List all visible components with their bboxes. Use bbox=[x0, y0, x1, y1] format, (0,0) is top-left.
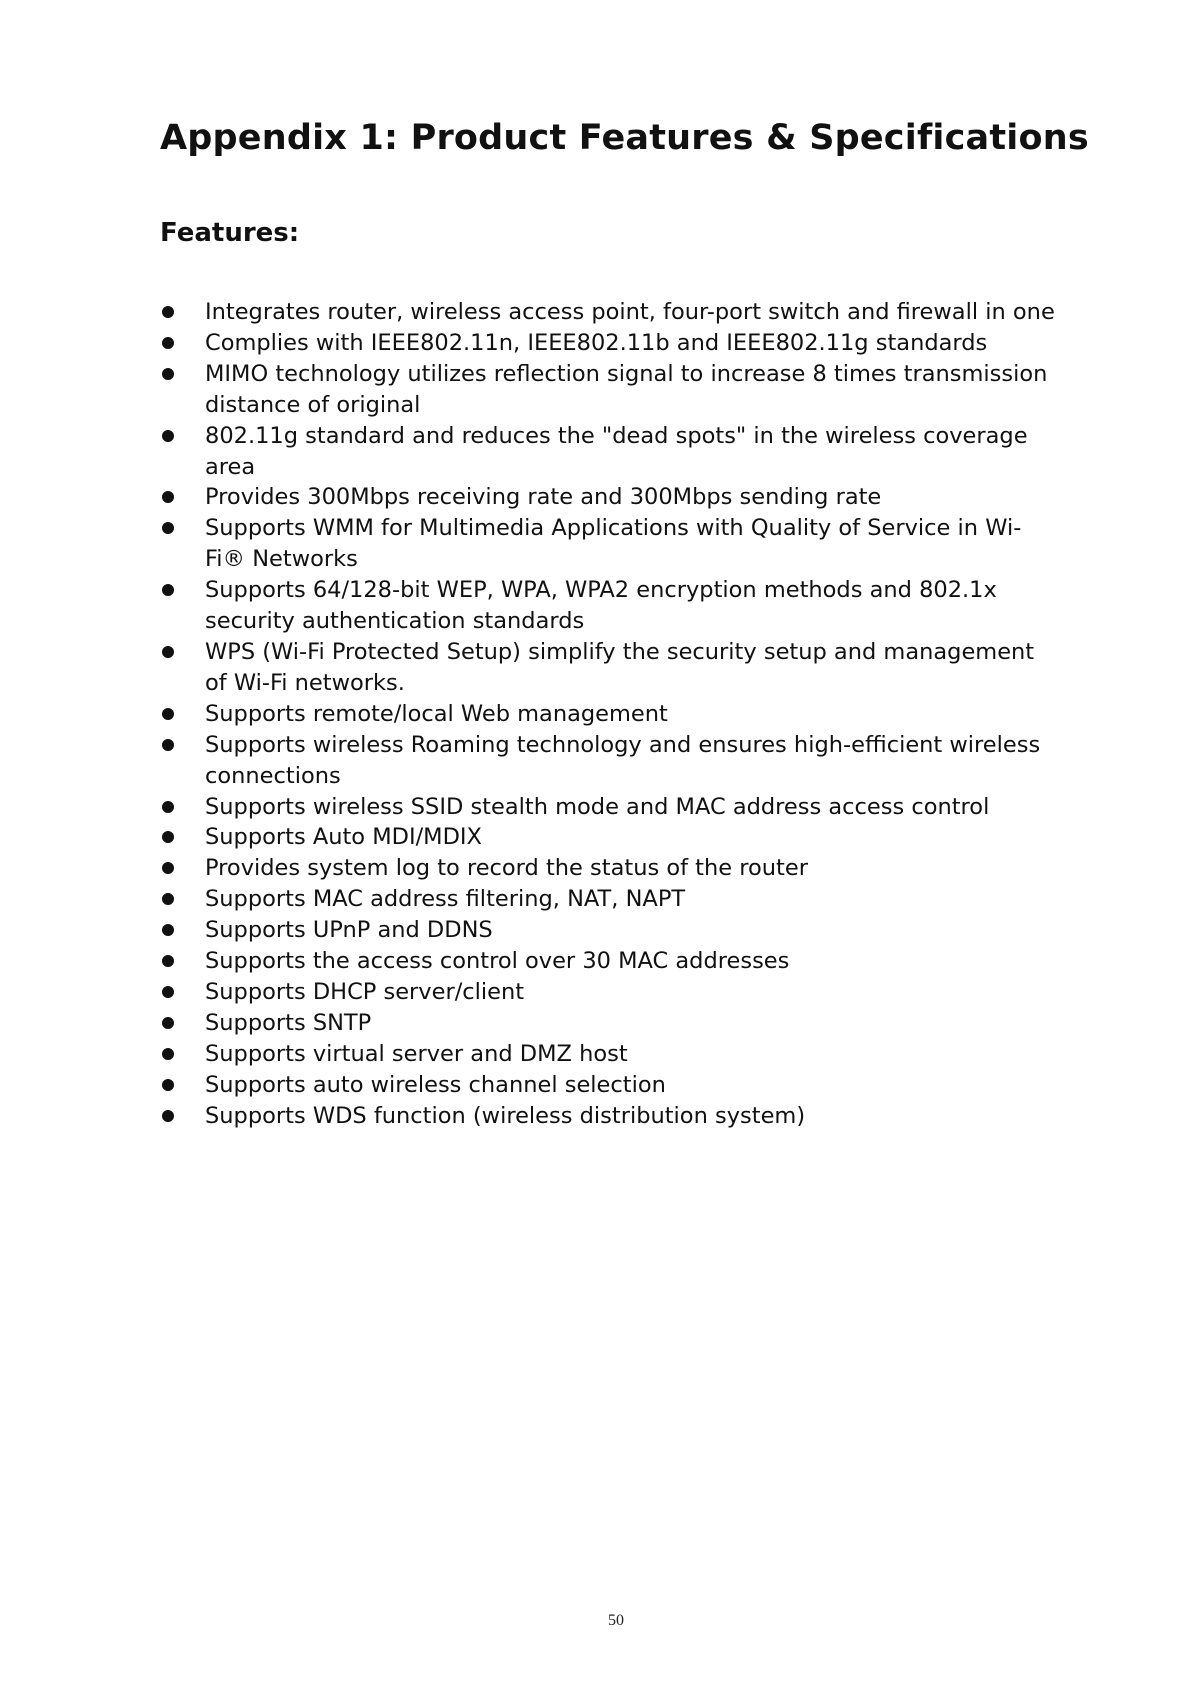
list-item bbox=[160, 328, 1060, 359]
feature-text: Supports wireless Roaming technology and ensures high-efficient wireless connections bbox=[205, 731, 1041, 789]
bullet-icon bbox=[162, 337, 174, 349]
feature-text: Supports virtual server and DMZ host bbox=[205, 1040, 628, 1067]
bullet-icon bbox=[162, 306, 174, 318]
list-item bbox=[160, 1101, 1060, 1132]
list-item bbox=[160, 822, 1060, 853]
bullet-icon bbox=[162, 893, 174, 905]
feature-text: Supports wireless SSID stealth mode and MAC address access control bbox=[205, 793, 990, 820]
bullet-icon bbox=[162, 646, 174, 658]
feature-text: Supports auto wireless channel selection bbox=[205, 1071, 666, 1098]
list-item bbox=[160, 359, 1060, 421]
bullet-icon bbox=[162, 955, 174, 967]
feature-text: Supports Auto MDI/MDIX bbox=[205, 824, 482, 851]
list-item bbox=[160, 482, 1060, 513]
bullet-icon bbox=[162, 924, 174, 936]
list-item bbox=[160, 1039, 1060, 1070]
bullet-icon bbox=[162, 430, 174, 442]
list-item bbox=[160, 297, 1060, 328]
feature-text: Provides 300Mbps receiving rate and 300Mbps sending rate bbox=[205, 484, 882, 511]
bullet-icon bbox=[162, 986, 174, 998]
bullet-icon bbox=[162, 1110, 174, 1122]
feature-text: Supports UPnP and DDNS bbox=[205, 917, 493, 944]
feature-text: Supports DHCP server/client bbox=[205, 978, 525, 1005]
list-item bbox=[160, 853, 1060, 884]
feature-text: Supports remote/local Web management bbox=[205, 700, 668, 727]
feature-text: Supports WMM for Multimedia Applications with Quality of Service in Wi-Fi® Networks bbox=[205, 515, 1022, 573]
feature-text: Supports WDS function (wireless distribution system) bbox=[205, 1102, 806, 1129]
page-title: Appendix 1: Product Features & Specifications bbox=[160, 118, 1089, 158]
list-item bbox=[160, 1070, 1060, 1101]
feature-text: Complies with IEEE802.11n, IEEE802.11b and IEEE802.11g standards bbox=[205, 329, 988, 356]
list-item bbox=[160, 730, 1060, 792]
bullet-icon bbox=[162, 1017, 174, 1029]
bullet-icon bbox=[162, 862, 174, 874]
list-item bbox=[160, 977, 1060, 1008]
bullet-icon bbox=[162, 491, 174, 503]
bullet-icon bbox=[162, 831, 174, 843]
bullet-icon bbox=[162, 739, 174, 751]
feature-text: Integrates router, wireless access point, four-port switch and firewall in one bbox=[205, 299, 1055, 325]
list-item bbox=[160, 792, 1060, 823]
list-item bbox=[160, 575, 1060, 637]
bullet-icon bbox=[162, 801, 174, 813]
bullet-icon bbox=[162, 522, 174, 534]
list-item bbox=[160, 513, 1060, 575]
page-number: 50 bbox=[608, 1612, 624, 1629]
bullet-icon bbox=[162, 584, 174, 596]
feature-text: MIMO technology utilizes reflection signal to increase 8 times transmission distance of original bbox=[205, 360, 1048, 418]
list-item bbox=[160, 699, 1060, 730]
feature-text: Supports 64/128-bit WEP, WPA, WPA2 encryption methods and 802.1x security authentication standards bbox=[205, 577, 997, 635]
bullet-icon bbox=[162, 1079, 174, 1091]
feature-text: 802.11g standard and reduces the "dead spots" in the wireless coverage area bbox=[205, 422, 1028, 480]
bullet-icon bbox=[162, 368, 174, 380]
feature-text: WPS (Wi-Fi Protected Setup) simplify the security setup and management of Wi-Fi networks. bbox=[205, 638, 1035, 696]
feature-text: Supports SNTP bbox=[205, 1009, 372, 1036]
feature-text: Provides system log to record the status of the router bbox=[205, 855, 808, 882]
list-item bbox=[160, 637, 1060, 699]
feature-text: Supports MAC address filtering, NAT, NAPT bbox=[205, 886, 686, 913]
bullet-icon bbox=[162, 708, 174, 720]
bullet-icon bbox=[162, 1048, 174, 1060]
list-item bbox=[160, 915, 1060, 946]
features-heading: Features: bbox=[160, 218, 300, 248]
list-item bbox=[160, 421, 1060, 483]
list-item bbox=[160, 1008, 1060, 1039]
list-item bbox=[160, 946, 1060, 977]
feature-text: Supports the access control over 30 MAC addresses bbox=[205, 948, 790, 975]
features-list bbox=[160, 297, 1060, 1131]
list-item bbox=[160, 884, 1060, 915]
